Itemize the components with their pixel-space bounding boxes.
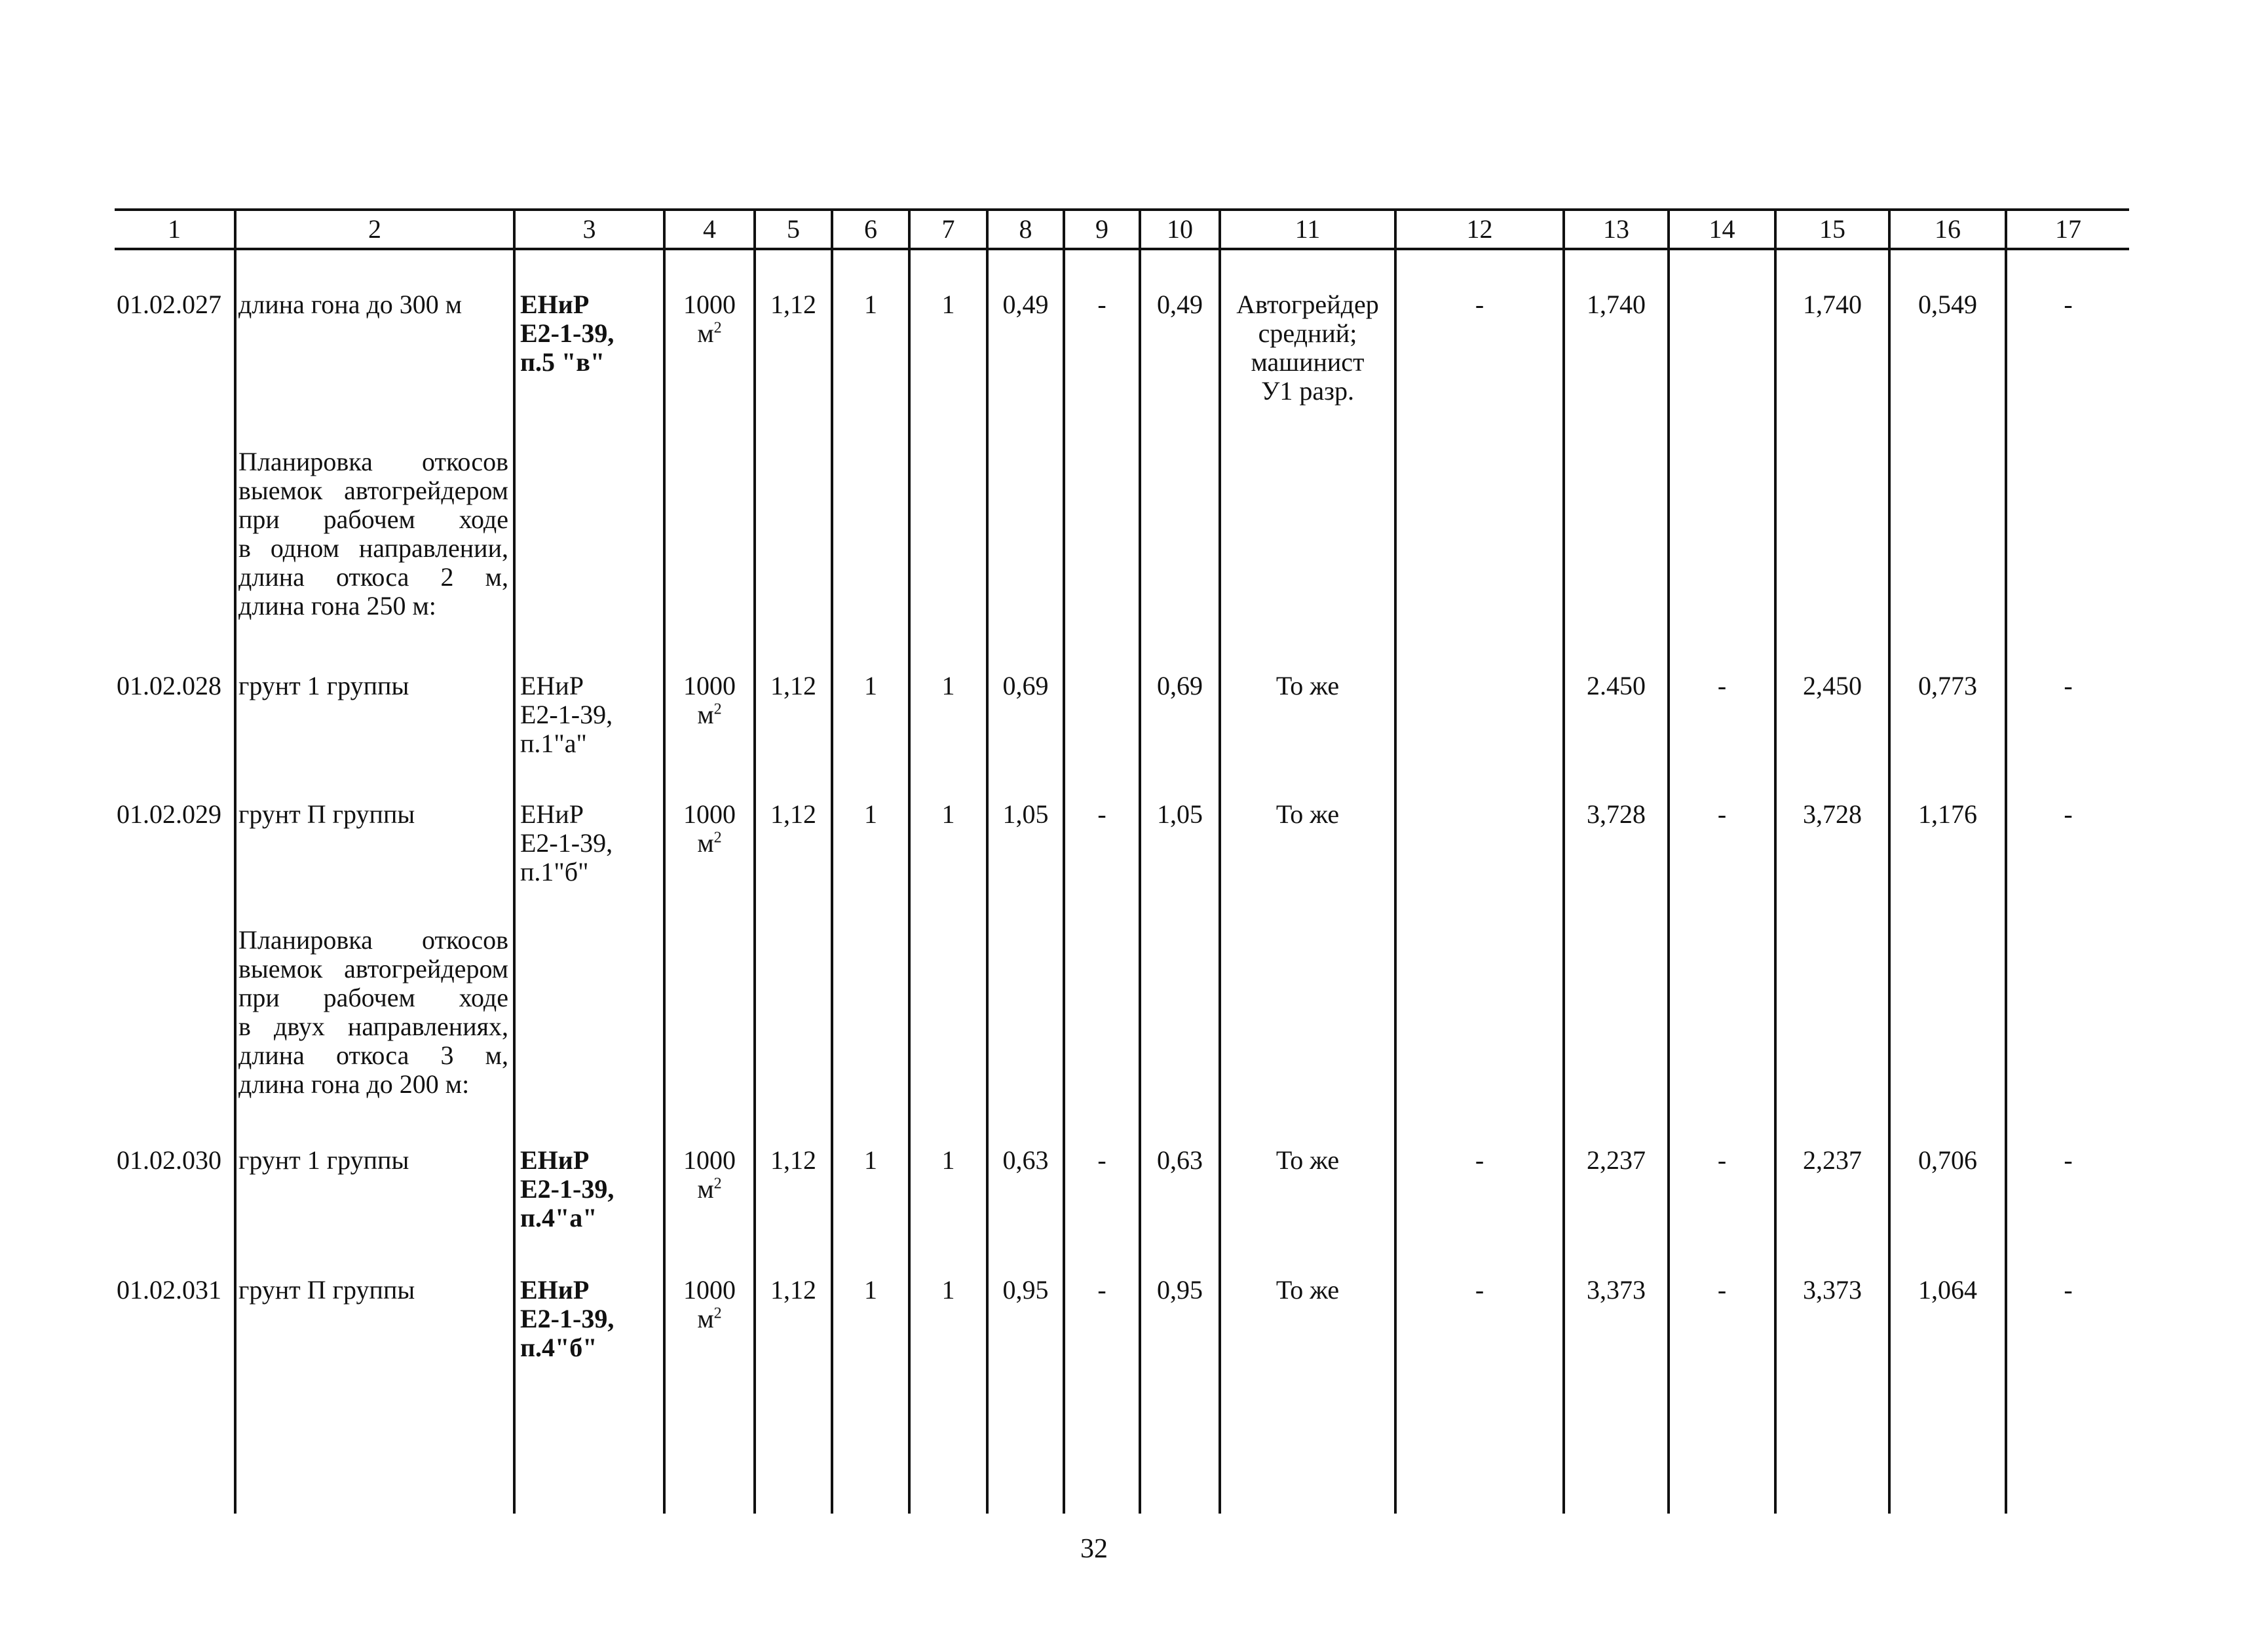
row-col14: -: [1717, 799, 1727, 829]
row-col6: 1: [864, 1275, 877, 1305]
row-col17: -: [2064, 290, 2073, 319]
row-col12: -: [1475, 1275, 1484, 1305]
row-col13: 2.450: [1587, 671, 1646, 700]
row-col12: -: [1475, 1145, 1484, 1175]
row-name: грунт П группы: [238, 1275, 415, 1305]
column-header: 3: [582, 214, 596, 244]
row-code: 01.02.031: [117, 1275, 221, 1305]
row-col16: 0,773: [1918, 671, 1977, 700]
row-col7: 1: [941, 290, 955, 319]
row-col6: 1: [864, 1145, 877, 1175]
row-col7: 1: [941, 671, 955, 700]
column-header: 1: [168, 214, 181, 244]
row-col15: 1,740: [1803, 290, 1862, 319]
row-col16: 1,064: [1918, 1275, 1977, 1305]
row-machine: Автогрейдер средний; машинист У1 разр.: [1236, 290, 1379, 406]
row-col6: 1: [864, 671, 877, 700]
column-divider: [1063, 210, 1065, 1514]
row-col5: 1,12: [770, 671, 816, 700]
row-code: 01.02.028: [117, 671, 221, 700]
row-col16: 1,176: [1918, 799, 1977, 829]
row-col12: -: [1475, 290, 1484, 319]
row-col15: 2,450: [1803, 671, 1862, 700]
row-col6: 1: [864, 799, 877, 829]
row-col9: -: [1097, 1275, 1106, 1305]
column-divider: [1774, 210, 1777, 1514]
column-header: 14: [1709, 214, 1735, 244]
row-col8: 0,63: [1002, 1145, 1049, 1175]
row-machine: То же: [1276, 671, 1340, 700]
column-header: 4: [703, 214, 716, 244]
table-header-rule: [115, 248, 2129, 250]
row-col16: 0,549: [1918, 290, 1977, 319]
row-name: грунт 1 группы: [238, 671, 409, 700]
column-divider: [1139, 210, 1141, 1514]
row-col10: 0,49: [1157, 290, 1203, 319]
row-norm: ЕНиР Е2-1-39, п.4"а": [520, 1145, 614, 1232]
column-header: 6: [864, 214, 877, 244]
row-col14: -: [1717, 1145, 1727, 1175]
row-col10: 0,63: [1157, 1145, 1203, 1175]
row-machine: То же: [1276, 1145, 1340, 1175]
column-divider: [908, 210, 911, 1514]
column-divider: [513, 210, 516, 1514]
page-number: 32: [1080, 1534, 1108, 1564]
row-col5: 1,12: [770, 799, 816, 829]
row-code: 01.02.030: [117, 1145, 221, 1175]
row-col14: -: [1717, 1275, 1727, 1305]
row-col15: 2,237: [1803, 1145, 1862, 1175]
row-unit: 1000 $м^2$: [683, 290, 736, 348]
row-unit: 1000 $м^2$: [683, 1275, 736, 1333]
row-norm: ЕНиР Е2-1-39, п.4"б": [520, 1275, 614, 1362]
column-divider: [1394, 210, 1397, 1514]
column-header: 7: [941, 214, 955, 244]
group-heading: Планировка откосов выемок автогрейдером при рабочем ходе в одном направлении, длина откоса 2 м, длина гона 250 м:: [238, 447, 508, 621]
row-unit: 1000 $м^2$: [683, 799, 736, 858]
column-divider: [1562, 210, 1565, 1514]
column-header: 2: [368, 214, 381, 244]
row-norm: ЕНиР Е2-1-39, п.5 "в": [520, 290, 614, 377]
row-name: длина гона до 300 м: [238, 290, 463, 319]
column-header: 15: [1819, 214, 1845, 244]
column-divider: [1667, 210, 1670, 1514]
row-col9: -: [1097, 799, 1106, 829]
row-col17: -: [2064, 799, 2073, 829]
row-col8: 1,05: [1002, 799, 1049, 829]
row-machine: То же: [1276, 1275, 1340, 1305]
column-header: 12: [1466, 214, 1493, 244]
column-divider: [986, 210, 989, 1514]
row-col10: 0,95: [1157, 1275, 1203, 1305]
column-divider: [234, 210, 236, 1514]
row-unit: 1000 $м^2$: [683, 1145, 736, 1204]
row-col13: 3,373: [1587, 1275, 1646, 1305]
row-col17: -: [2064, 1275, 2073, 1305]
column-header: 8: [1019, 214, 1032, 244]
row-col13: 2,237: [1587, 1145, 1646, 1175]
group-heading: Планировка откосов выемок автогрейдером при рабочем ходе в двух направлениях, длина откоса 3 м, длина гона до 200 м:: [238, 925, 508, 1099]
column-header: 16: [1935, 214, 1961, 244]
row-col10: 0,69: [1157, 671, 1203, 700]
column-divider: [1888, 210, 1891, 1514]
row-col5: 1,12: [770, 290, 816, 319]
row-col9: -: [1097, 290, 1106, 319]
row-col13: 1,740: [1587, 290, 1646, 319]
row-unit: 1000 $м^2$: [683, 671, 736, 729]
row-col5: 1,12: [770, 1145, 816, 1175]
row-col13: 3,728: [1587, 799, 1646, 829]
row-col15: 3,373: [1803, 1275, 1862, 1305]
table-top-rule: [115, 208, 2129, 211]
row-col14: -: [1717, 671, 1727, 700]
column-divider: [831, 210, 833, 1514]
row-norm: ЕНиР Е2-1-39, п.1"б": [520, 799, 613, 887]
row-code: 01.02.027: [117, 290, 221, 319]
row-norm: ЕНиР Е2-1-39, п.1"а": [520, 671, 613, 758]
row-col7: 1: [941, 1275, 955, 1305]
column-header: 11: [1295, 214, 1321, 244]
row-name: грунт 1 группы: [238, 1145, 409, 1175]
row-col16: 0,706: [1918, 1145, 1977, 1175]
row-col7: 1: [941, 1145, 955, 1175]
row-machine: То же: [1276, 799, 1340, 829]
row-col17: -: [2064, 1145, 2073, 1175]
column-header: 13: [1603, 214, 1629, 244]
column-header: 10: [1167, 214, 1193, 244]
row-col10: 1,05: [1157, 799, 1203, 829]
row-col15: 3,728: [1803, 799, 1862, 829]
row-code: 01.02.029: [117, 799, 221, 829]
column-header: 5: [787, 214, 800, 244]
row-name: грунт П группы: [238, 799, 415, 829]
row-col8: 0,69: [1002, 671, 1049, 700]
column-divider: [2005, 210, 2007, 1514]
column-header: 17: [2055, 214, 2081, 244]
row-col7: 1: [941, 799, 955, 829]
row-col8: 0,49: [1002, 290, 1049, 319]
row-col9: -: [1097, 1145, 1106, 1175]
row-col5: 1,12: [770, 1275, 816, 1305]
column-header: 9: [1095, 214, 1108, 244]
column-divider: [753, 210, 756, 1514]
row-col6: 1: [864, 290, 877, 319]
row-col17: -: [2064, 671, 2073, 700]
row-col8: 0,95: [1002, 1275, 1049, 1305]
